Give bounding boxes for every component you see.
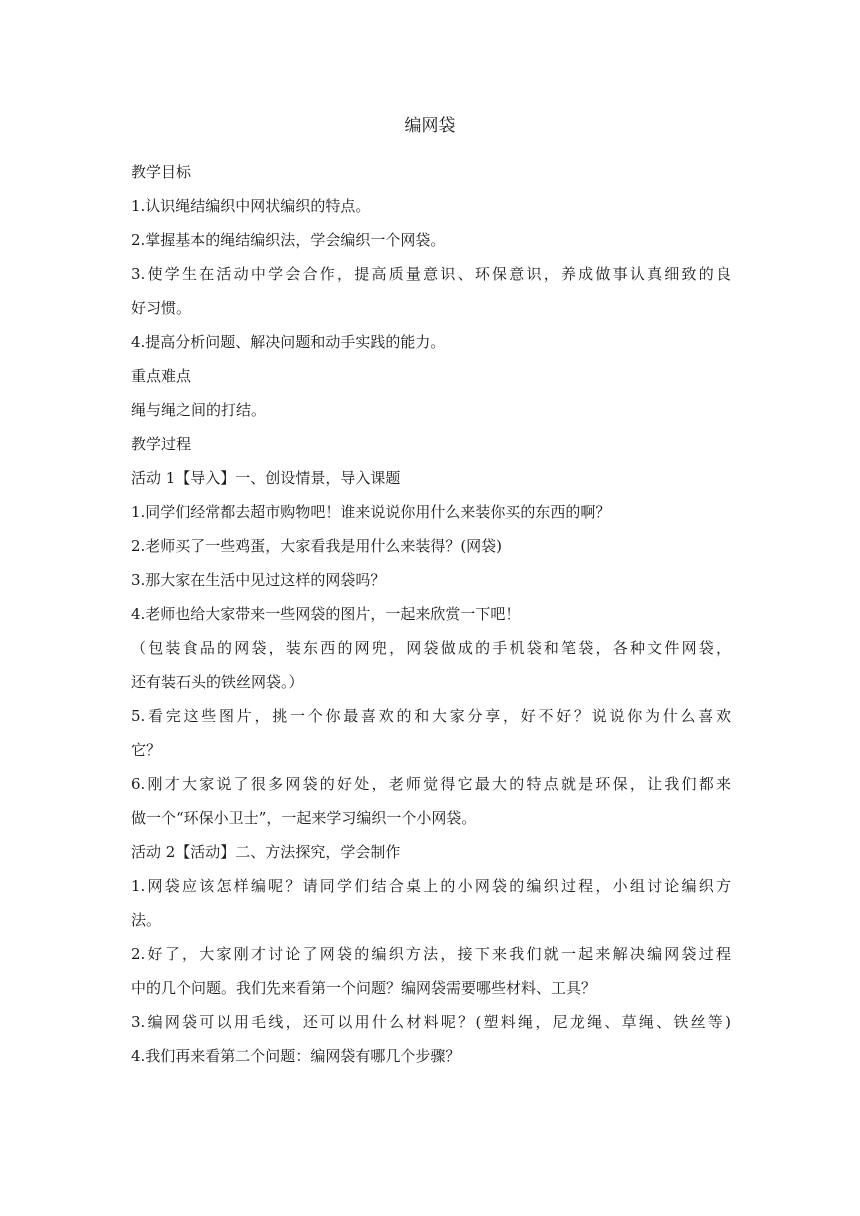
activity-2-item-2-cont: 中的几个问题。我们先来看第一个问题？编网袋需要哪些材料、工具？: [131, 979, 597, 997]
goal-item-2: 2.掌握基本的绳结编织法，学会编织一个网袋。: [131, 231, 446, 249]
document-title: 编网袋: [404, 116, 456, 136]
activity-1-note: （包装食品的网袋，装东西的网兜，网袋做成的手机袋和笔袋，各种文件网袋，: [131, 639, 731, 657]
goal-item-1: 1.认识绳结编织中网状编织的特点。: [131, 197, 371, 215]
goal-item-3-cont: 好习惯。: [131, 299, 192, 317]
goal-item-4: 4.提高分析问题、解决问题和动手实践的能力。: [131, 333, 446, 351]
activity-1-heading: 活动 1【导入】一、创设情景，导入课题: [131, 469, 401, 487]
activity-1-note-cont: 还有装石头的铁丝网袋。）: [131, 673, 304, 691]
activity-1-item-6: 6.刚才大家说了很多网袋的好处，老师觉得它最大的特点就是环保，让我们都来: [131, 775, 731, 793]
document-body: [131, 155, 731, 1073]
activity-2-item-1: 1.网袋应该怎样编呢？请同学们结合桌上的小网袋的编织过程，小组讨论编织方: [131, 877, 731, 895]
goal-item-3: 3.使学生在活动中学会合作，提高质量意识、环保意识，养成做事认真细致的良: [131, 265, 731, 283]
activity-1-item-1: 1.同学们经常都去超市购物吧！谁来说说你用什么来装你买的东西的啊？: [131, 503, 611, 521]
activity-2-heading: 活动 2【活动】二、方法探究，学会制作: [131, 843, 401, 861]
activity-2-item-4: 4.我们再来看第二个问题：编网袋有哪几个步骤？: [131, 1047, 461, 1065]
activity-1-item-5: 5.看完这些图片，挑一个你最喜欢的和大家分享，好不好？说说你为什么喜欢: [131, 707, 731, 725]
activity-1-item-3: 3.那大家在生活中见过这样的网袋吗？: [131, 571, 386, 589]
key-point-text: 绳与绳之间的打结。: [131, 401, 267, 419]
activity-1-item-6-cont: 做一个“环保小卫士”，一起来学习编织一个小网袋。: [131, 809, 477, 827]
activity-1-item-5-cont: 它？: [131, 741, 162, 759]
section-heading-goals: 教学目标: [131, 163, 192, 181]
activity-1-item-2: 2.老师买了一些鸡蛋，大家看我是用什么来装得？(网袋): [131, 537, 503, 555]
section-heading-process: 教学过程: [131, 435, 192, 453]
activity-2-item-3: 3.编网袋可以用毛线，还可以用什么材料呢？(塑料绳，尼龙绳、草绳、铁丝等): [131, 1013, 731, 1031]
activity-1-item-4: 4.老师也给大家带来一些网袋的图片，一起来欣赏一下吧！: [131, 605, 521, 623]
activity-2-item-1-cont: 法。: [131, 911, 162, 929]
section-heading-key-points: 重点难点: [131, 367, 192, 385]
activity-2-item-2: 2.好了，大家刚才讨论了网袋的编织方法，接下来我们就一起来解决编网袋过程: [131, 945, 731, 963]
